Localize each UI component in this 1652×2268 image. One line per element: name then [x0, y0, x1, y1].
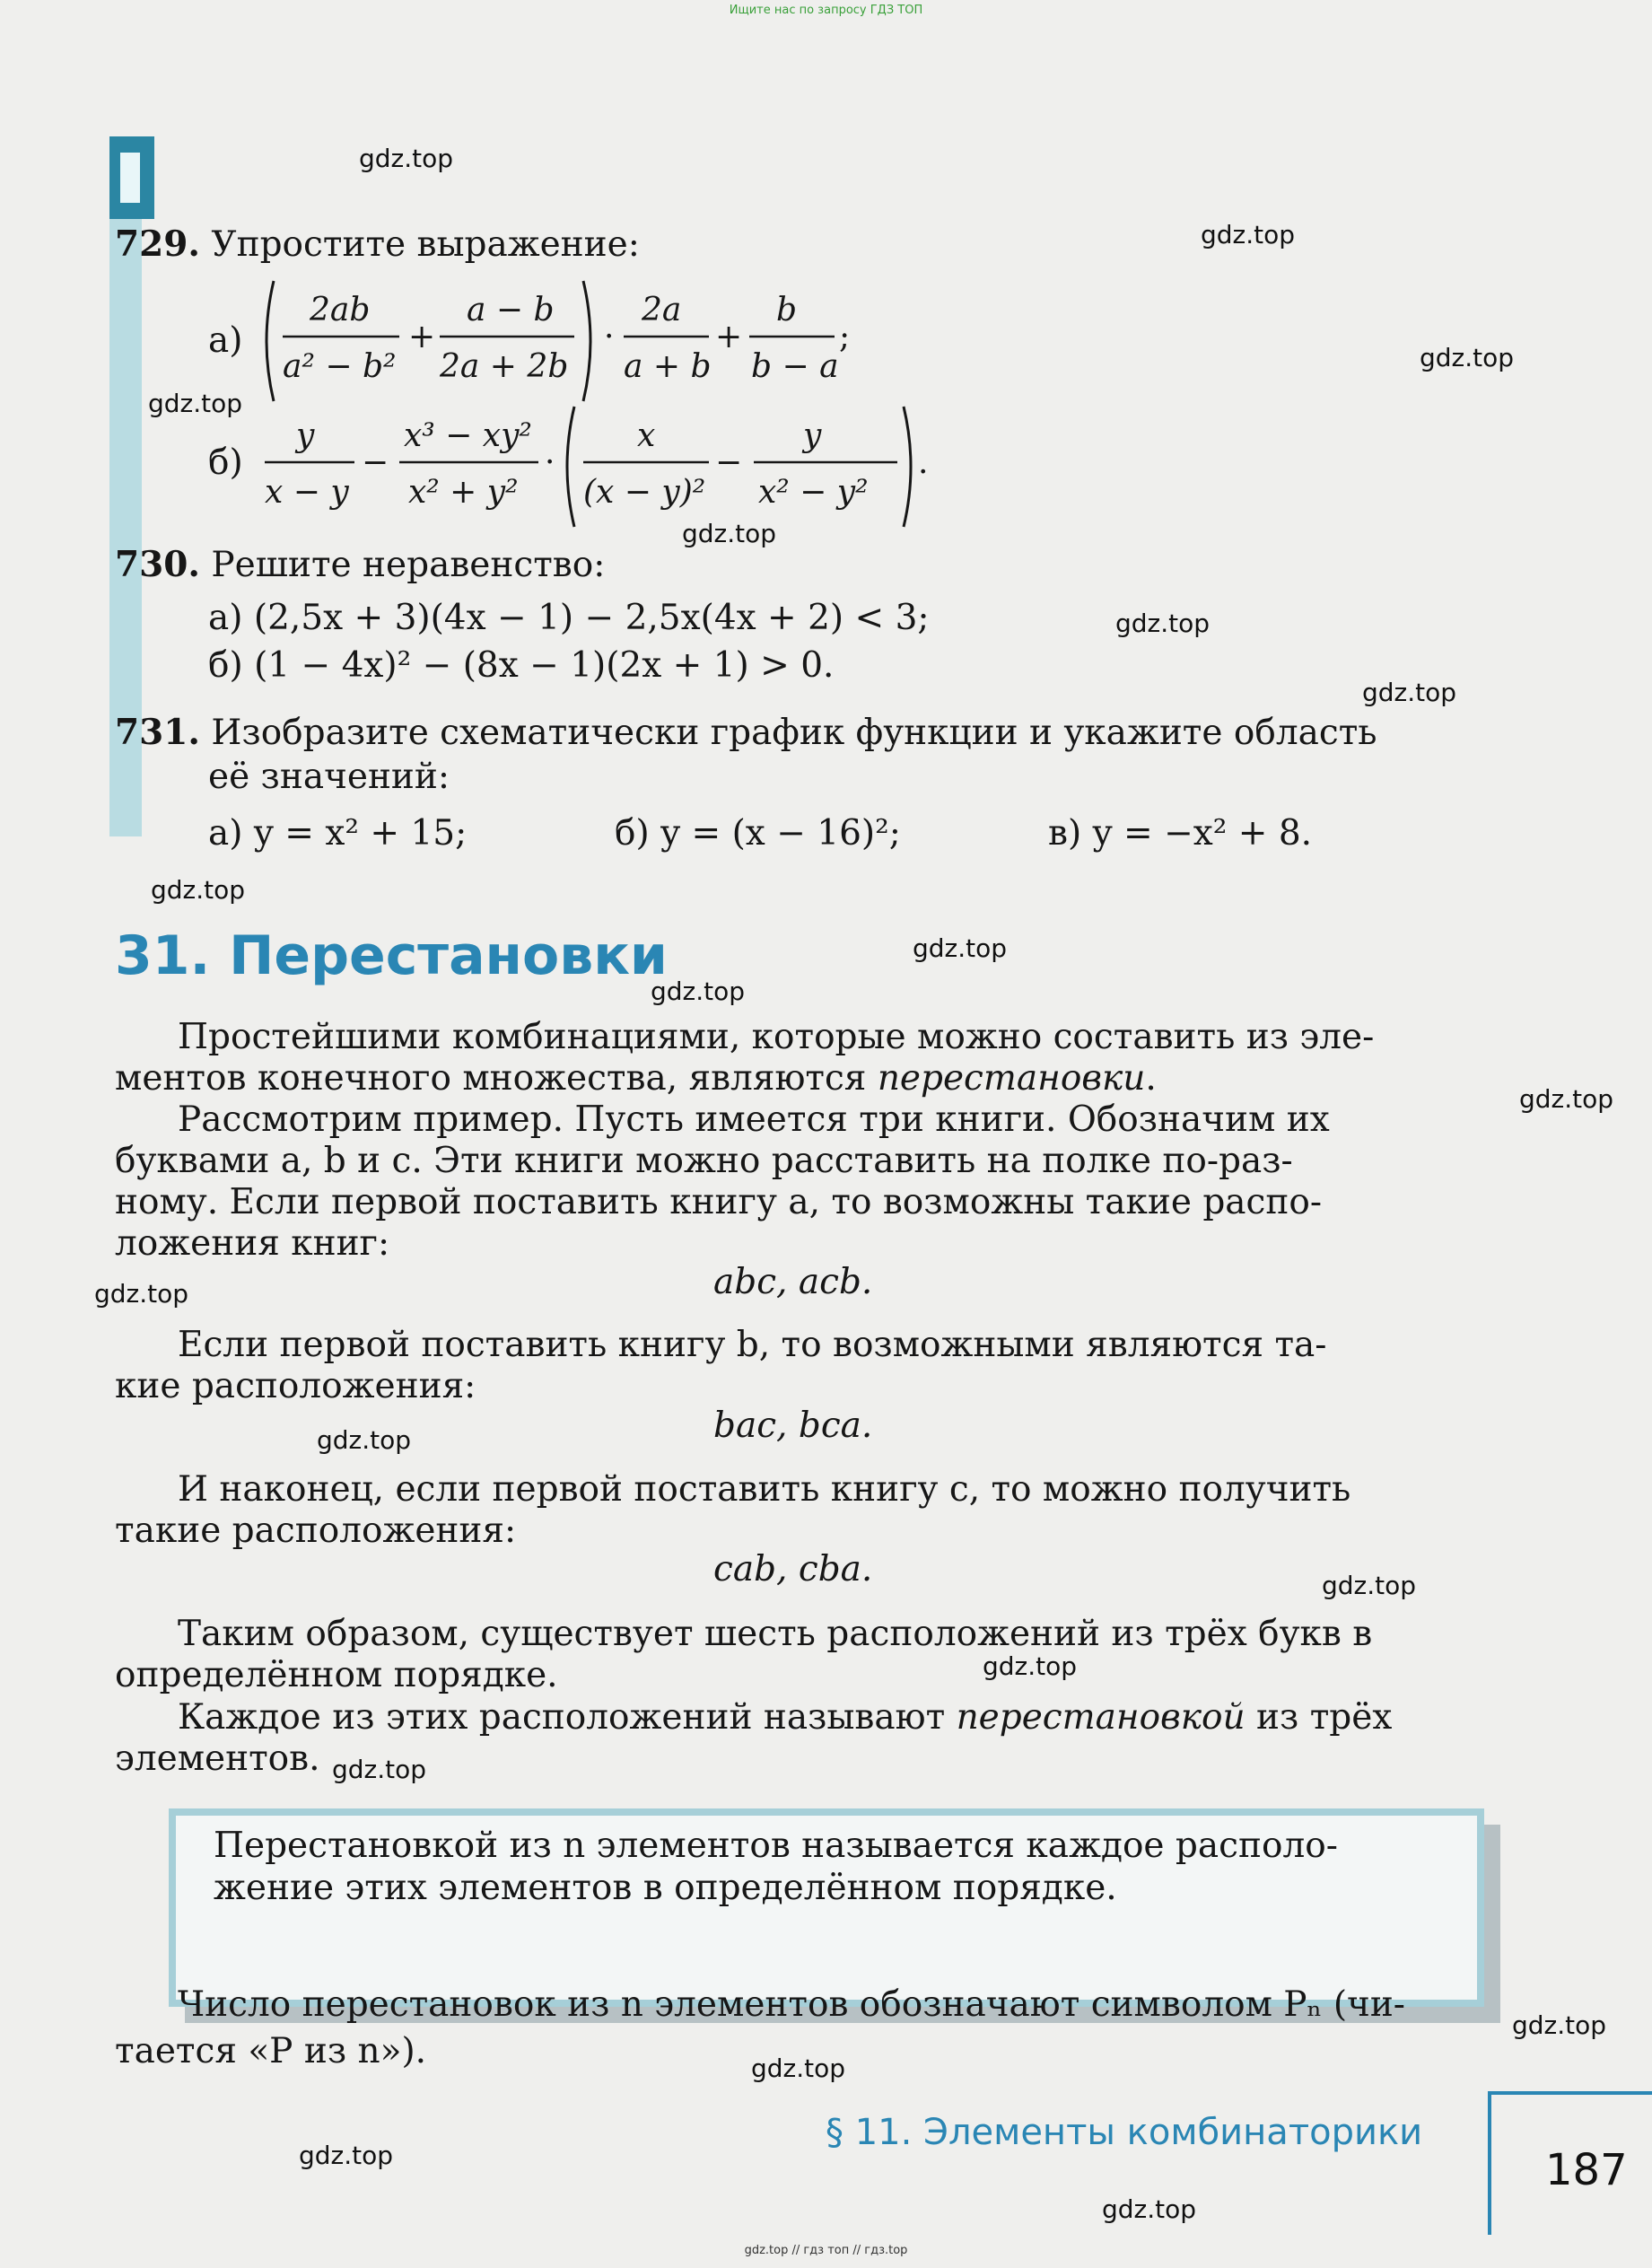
ex731-a: а) y = x² + 15;: [208, 813, 468, 854]
p6-line1-end: из трёх: [1245, 1697, 1393, 1738]
p3-line2: кие расположения:: [115, 1366, 476, 1406]
ex731-header: [115, 711, 1377, 755]
ex729-b-formula: [256, 399, 938, 534]
footer-divider-horizontal: [1488, 2091, 1652, 2095]
formula-abc: abc, acb.: [713, 1262, 873, 1302]
ex731-line2: её значений:: [208, 757, 450, 797]
watermark: gdz.top: [651, 976, 746, 1006]
watermark: gdz.top: [983, 1651, 1078, 1681]
ex729-b-num1: y: [296, 417, 315, 454]
p1-line2-end: .: [1145, 1058, 1157, 1099]
p1-line1: Простейшими комбинациями, которые можно составить из эле-: [178, 1017, 1375, 1057]
bottom-banner: gdz.top // гдз топ // гдз.top: [744, 2244, 908, 2257]
p3-line1: Если первой поставить книгу b, то возможными являются та-: [178, 1325, 1327, 1365]
definition-line1: Перестановкой из n элементов называется каждое располо-: [214, 1826, 1338, 1866]
ex729-b-num4: y: [803, 417, 822, 454]
p6-line2: элементов.: [115, 1738, 320, 1779]
ex729-b-num2: x³ − xy²: [404, 417, 532, 454]
ex729-b-den4: x² − y²: [758, 474, 869, 511]
ex730-header: [115, 543, 605, 587]
definition-line2: жение этих элементов в определённом порядке.: [214, 1868, 1117, 1908]
ex729-prompt: Упростите выражение:: [211, 224, 640, 265]
chapter-footer: § 11. Элементы комбинаторики: [826, 2112, 1423, 2153]
svg-text:·: ·: [545, 444, 555, 481]
ex729-b-label: б): [208, 442, 243, 483]
ex730-a: а) (2,5x + 3)(4x − 1) − 2,5x(4x + 2) < 3;: [208, 598, 930, 638]
footer-divider-vertical: [1488, 2091, 1491, 2235]
ex730-b: б) (1 − 4x)² − (8x − 1)(2x + 1) > 0.: [208, 645, 835, 686]
watermark: gdz.top: [1322, 1571, 1417, 1600]
p1-line2-text: ментов конечного множества, являются: [115, 1058, 878, 1099]
ex730-number: 730.: [115, 544, 200, 585]
ex729-a-num1: 2ab: [310, 292, 371, 328]
watermark: gdz.top: [359, 144, 454, 173]
svg-text:·: ·: [604, 319, 615, 355]
watermark: gdz.top: [332, 1755, 427, 1784]
watermark: gdz.top: [751, 2053, 846, 2083]
p7-line1: Число перестановок из n элементов обозначают символом Pₙ (чи-: [178, 1984, 1405, 2025]
watermark: gdz.top: [1362, 678, 1457, 707]
watermark: gdz.top: [1512, 2010, 1607, 2040]
watermark: gdz.top: [1201, 220, 1296, 250]
svg-text:+: +: [408, 319, 436, 355]
ex729-a-den1: a² − b²: [283, 348, 397, 385]
watermark: gdz.top: [317, 1425, 412, 1455]
svg-text:+: +: [715, 319, 743, 355]
ex729-header: [115, 223, 640, 267]
ex729-b-den1: x − y: [265, 474, 349, 511]
ex729-a-den2: 2a + 2b: [440, 348, 569, 385]
watermark: gdz.top: [682, 519, 777, 548]
term-permutation: перестановкой: [956, 1697, 1246, 1738]
watermark: gdz.top: [94, 1279, 189, 1309]
ex729-b-den2: x² + y²: [408, 474, 519, 511]
p5-line2: определённом порядке.: [115, 1655, 558, 1695]
p6-line1-text: Каждое из этих расположений называют: [178, 1697, 957, 1738]
p6-line1: [178, 1696, 1392, 1739]
ex729-b-den3: (x − y)²: [583, 474, 706, 511]
exercise-marker: [109, 136, 154, 219]
ex729-a-den3: a + b: [624, 348, 712, 385]
watermark: gdz.top: [299, 2141, 394, 2170]
ex729-number: 729.: [115, 223, 200, 265]
watermark: gdz.top: [148, 389, 243, 418]
p2-line1: Рассмотрим пример. Пусть имеется три книги. Обозначим их: [178, 1099, 1330, 1140]
p2-line4: ложения книг:: [115, 1223, 390, 1264]
ex731-line1: Изобразите схематически график функции и укажите область: [211, 713, 1377, 753]
watermark: gdz.top: [913, 933, 1008, 963]
p5-line1: Таким образом, существует шесть расположений из трёх букв в: [178, 1614, 1373, 1654]
p2-line3: ному. Если первой поставить книгу a, то возможны такие распо-: [115, 1182, 1323, 1222]
svg-text:;: ;: [839, 319, 851, 355]
ex729-a-num2: a − b: [467, 292, 555, 328]
watermark: gdz.top: [1102, 2194, 1197, 2224]
ex729-a-formula: [256, 274, 902, 408]
top-banner: Ищите нас по запросу ГДЗ ТОП: [729, 4, 923, 17]
ex730-prompt: Решите неравенство:: [211, 545, 606, 585]
watermark: gdz.top: [151, 875, 246, 905]
ex731-b: б) y = (x − 16)²;: [615, 813, 901, 854]
watermark: gdz.top: [1115, 609, 1211, 638]
ex729-a-num4: b: [776, 292, 798, 328]
svg-text:−: −: [362, 444, 389, 481]
ex731-number: 731.: [115, 712, 200, 753]
p4-line1: И наконец, если первой поставить книгу c, то можно получить: [178, 1469, 1351, 1510]
ex729-a-label: а): [208, 320, 243, 361]
ex729-a-num3: 2a: [642, 292, 682, 328]
svg-text:.: .: [918, 444, 929, 481]
ex729-b-num3: x: [637, 417, 656, 454]
p1-line2: [115, 1057, 1157, 1100]
ex731-c: в) y = −x² + 8.: [1048, 813, 1313, 854]
svg-text:−: −: [715, 444, 743, 481]
formula-cab: cab, cba.: [713, 1549, 873, 1589]
section-title: 31. Перестановки: [115, 924, 668, 987]
watermark: gdz.top: [1519, 1084, 1614, 1114]
ex729-a-den4: b − a: [751, 348, 839, 385]
p7-line2: тается «P из n»).: [115, 2031, 427, 2071]
watermark: gdz.top: [1420, 343, 1515, 372]
p2-line2: буквами a, b и c. Эти книги можно расставить на полке по-раз-: [115, 1141, 1293, 1181]
p4-line2: такие расположения:: [115, 1511, 517, 1551]
formula-bac: bac, bca.: [713, 1405, 873, 1446]
page-number: 187: [1545, 2145, 1628, 2195]
term-permutations: перестановки: [877, 1058, 1146, 1099]
